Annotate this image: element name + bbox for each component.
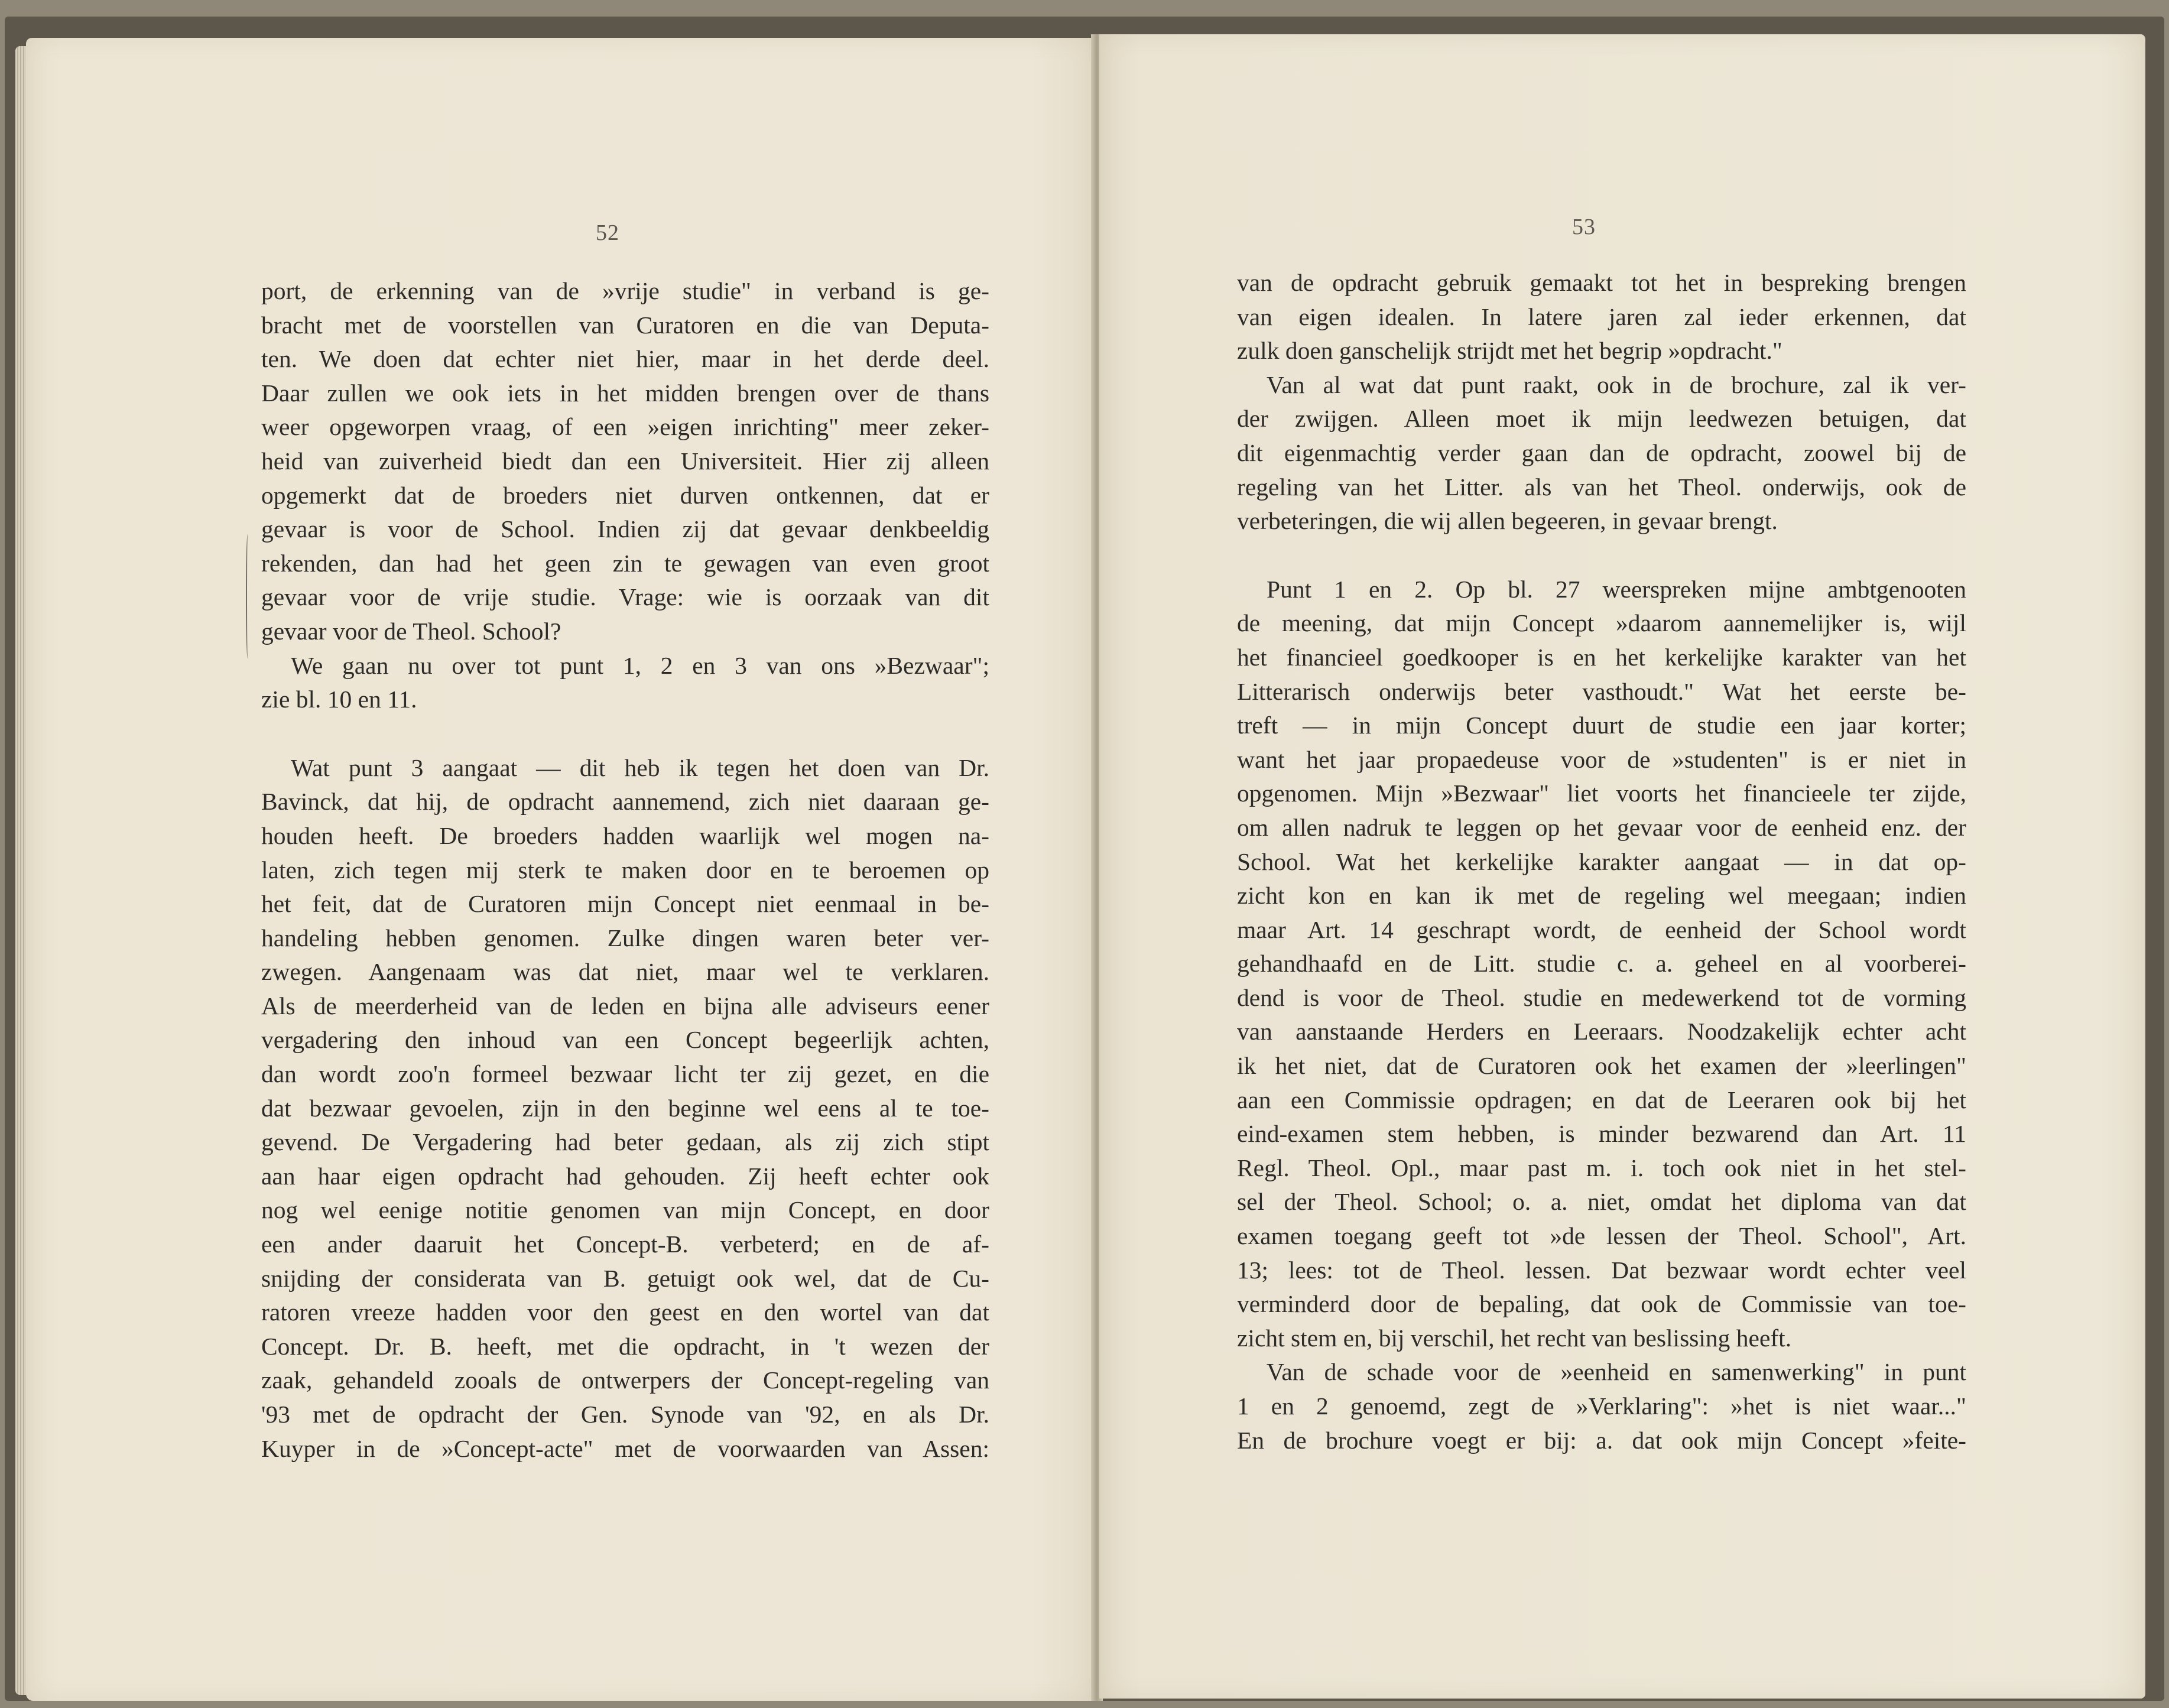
text-line: verminderd door de bepaling, dat ook de Commissie van toe- [1237,1290,1966,1318]
text-line: School. Wat het kerkelijke karakter aangaat — in dat op- [1237,847,1966,875]
text-line: Van de schade voor de »eenheid en samenwerking" in punt [1267,1358,1966,1386]
text-line: een ander daaruit het Concept-B. verbeterd; en de af- [261,1230,989,1258]
text-line: Wat punt 3 aangaat — dit heb ik tegen het doen van Dr. [291,754,989,781]
text-line: zicht stem en, bij verschil, het recht van beslissing heeft. [1237,1324,1792,1352]
text-line: port, de erkenning van de »vrije studie" in verband is ge- [261,277,989,304]
text-line: 1 en 2 genoemd, zegt de »Verklaring": »het is niet waar..." [1237,1392,1966,1420]
text-line: maar Art. 14 geschrapt wordt, de eenheid der School wordt [1237,915,1966,943]
text-line: Punt 1 en 2. Op bl. 27 weerspreken mijne ambtgenooten [1267,575,1966,603]
text-line: der zwijgen. Alleen moet ik mijn leedwezen betuigen, dat [1237,405,1966,433]
text-line: laten, zich tegen mij sterk te maken door en te beroemen op [261,856,989,884]
text-line: examen toegang geeft tot »de lessen der Theol. School", Art. [1237,1222,1966,1250]
text-line: ratoren vreeze hadden voor den geest en den wortel van dat [261,1298,989,1326]
text-line: Litterarisch onderwijs beter vasthoudt." Wat het eerste be- [1237,677,1966,705]
text-line: weer opgeworpen vraag, of een »eigen inrichting" meer zeker- [261,413,989,441]
text-line: gevaar voor de vrije studie. Vrage: wie is oorzaak van dit [261,583,989,611]
text-line: En de brochure voegt er bij: a. dat ook mijn Concept »feite- [1237,1426,1966,1454]
text-line: opgenomen. Mijn »Bezwaar" liet voorts het financieele ter zijde, [1237,780,1966,807]
text-line: Kuyper in de »Concept-acte" met de voorwaarden van Assen: [261,1434,989,1462]
text-line: Regl. Theol. Opl., maar past m. i. toch ook niet in het stel- [1237,1154,1966,1181]
left-page-text [261,274,989,1466]
text-line: zulk doen ganschelijk strijdt met het begrip »opdracht." [1237,337,1782,365]
text-line: regeling van het Litter. als van het Theol. onderwijs, ook de [1237,473,1966,501]
text-line: dan wordt zoo'n formeel bezwaar licht ter zij gezet, en die [261,1060,989,1088]
text-line: van de opdracht gebruik gemaakt tot het in bespreking brengen [1237,269,1966,296]
text-line: '93 met de opdracht der Gen. Synode van '92, en als Dr. [261,1401,989,1428]
text-line: bracht met de voorstellen van Curatoren en die van Deputa- [261,311,989,339]
text-line: opgemerkt dat de broeders niet durven ontkennen, dat er [261,481,989,509]
text-line: zwegen. Aangenaam was dat niet, maar wel te verklaren. [261,958,989,986]
text-line: eind-examen stem hebben, is minder bezwarend dan Art. 11 [1237,1120,1966,1148]
text-line: de meening, dat mijn Concept »daarom aannemelijker is, wijl [1237,609,1966,637]
text-line: Daar zullen we ook iets in het midden brengen over de thans [261,379,989,407]
right-page [1099,34,2145,1699]
text-line: heid van zuiverheid biedt dan een Universiteit. Hier zij alleen [261,447,989,475]
text-line: vergadering den inhoud van een Concept begeerlijk achten, [261,1026,989,1054]
text-line: zie bl. 10 en 11. [261,686,417,713]
text-line: Bavinck, dat hij, de opdracht aannemend, zich niet daaraan ge- [261,788,989,816]
text-line: ik het niet, dat de Curatoren ook het examen der »leerlingen" [1237,1052,1966,1080]
text-line: gevend. De Vergadering had beter gedaan, als zij zich stipt [261,1128,989,1156]
text-line: want het jaar propaedeuse voor de »studenten" is er niet in [1237,745,1966,773]
text-line: het financieel goedkooper is en het kerkelijke karakter van het [1237,643,1966,671]
left-page [26,38,1095,1701]
text-line: Als de meerderheid van de leden en bijna alle adviseurs eener [261,992,989,1019]
book-scan [5,17,2164,1701]
text-line: handeling hebben genomen. Zulke dingen waren beter ver- [261,924,989,952]
text-line: van eigen idealen. In latere jaren zal ieder erkennen, dat [1237,303,1966,330]
text-line: treft — in mijn Concept duurt de studie een jaar korter; [1237,712,1966,739]
text-line: We gaan nu over tot punt 1, 2 en 3 van ons »Bezwaar"; [291,651,989,679]
right-page-text [1237,266,1966,1457]
text-line: 13; lees: tot de Theol. lessen. Dat bezwaar wordt echter veel [1237,1256,1966,1284]
text-line: verbeteringen, die wij allen begeeren, in gevaar brengt. [1237,507,1778,535]
text-line: houden heeft. De broeders hadden waarlijk wel mogen na- [261,821,989,849]
text-line: van aanstaande Herders en Leeraars. Noodzakelijk echter acht [1237,1018,1966,1045]
text-line: om allen nadruk te leggen op het gevaar voor de eenheid enz. der [1237,813,1966,841]
text-line: dat bezwaar gevoelen, zijn in den beginne wel eens al te toe- [261,1094,989,1122]
text-line: gevaar voor de Theol. School? [261,617,561,645]
text-line: dend is voor de Theol. studie en medewerkend tot de vorming [1237,983,1966,1011]
text-line: gehandhaafd en de Litt. studie c. a. geheel en al voorberei- [1237,950,1966,978]
text-line: aan haar eigen opdracht had gehouden. Zij heeft echter ook [261,1162,989,1190]
text-line: zicht kon en kan ik met de regeling wel meegaan; indien [1237,882,1966,910]
text-line: rekenden, dan had het geen zin te gewagen van even groot [261,549,989,577]
text-line: aan een Commissie opdragen; en dat de Leeraren ook bij het [1237,1086,1966,1113]
text-line: dit eigenmachtig verder gaan dan de opdracht, zoowel bij de [1237,439,1966,466]
text-line: ten. We doen dat echter niet hier, maar in het derde deel. [261,345,989,373]
text-line: gevaar is voor de School. Indien zij dat gevaar denkbeeldig [261,515,989,543]
text-line: sel der Theol. School; o. a. niet, omdat het diploma van dat [1237,1188,1966,1216]
paragraph-gap [261,717,989,751]
text-line: Van al wat dat punt raakt, ook in de brochure, zal ik ver- [1267,371,1966,398]
text-line: snijding der considerata van B. getuigt ook wel, dat de Cu- [261,1264,989,1292]
text-line: nog wel eenige notitie genomen van mijn Concept, en door [261,1196,989,1224]
paragraph-gap [1237,538,1966,573]
text-line: zaak, gehandeld zooals de ontwerpers der Concept-regeling van [261,1366,989,1394]
text-line: het feit, dat de Curatoren mijn Concept niet eenmaal in be- [261,890,989,918]
text-line: Concept. Dr. B. heeft, met die opdracht, in 't wezen der [261,1332,989,1360]
right-page-number: 53 [1572,215,1596,239]
left-page-number: 52 [596,220,619,245]
pencil-margin-mark [246,534,249,658]
